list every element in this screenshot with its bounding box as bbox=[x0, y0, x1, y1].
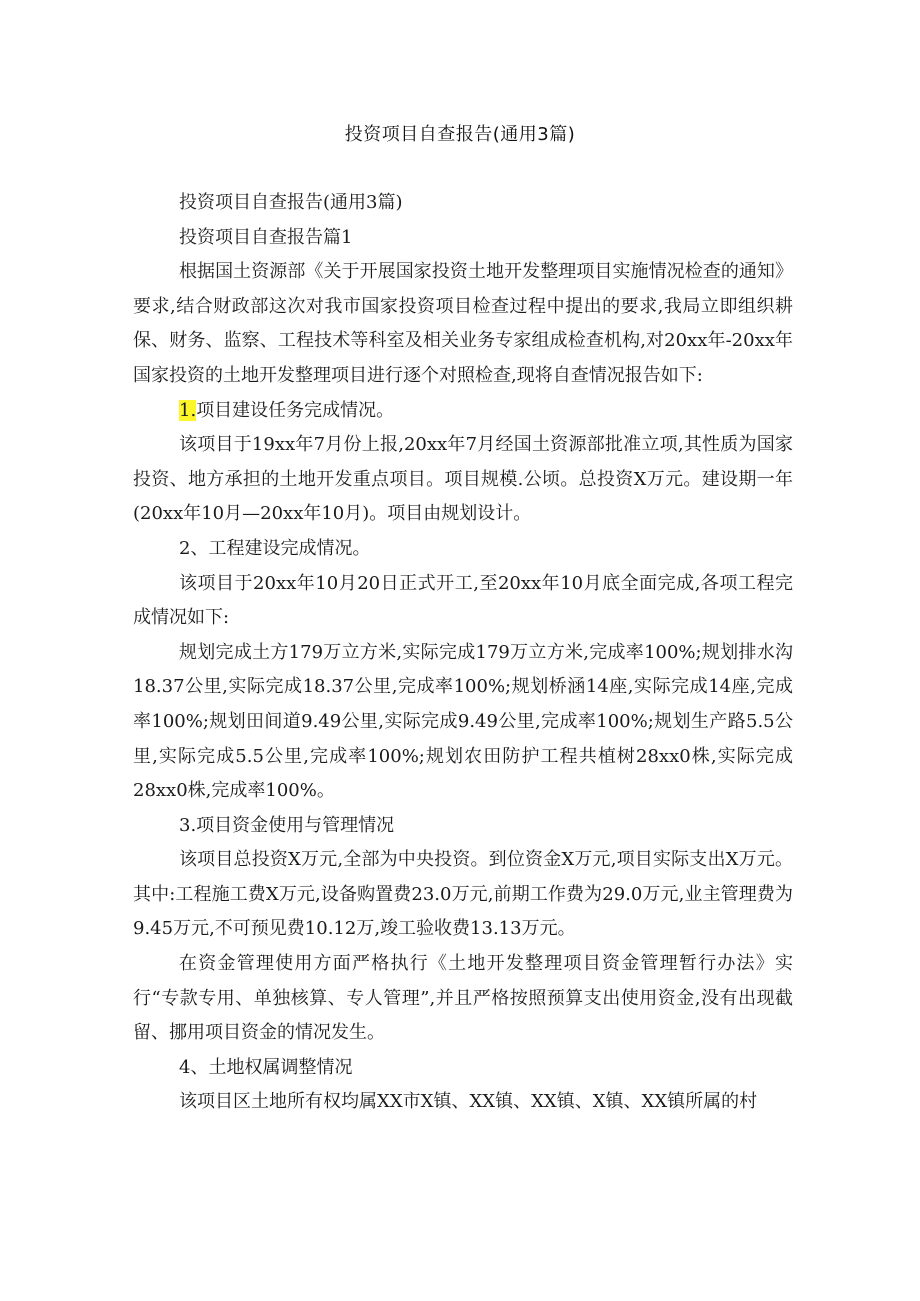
paragraph-subtitle: 投资项目自查报告(通用3篇) bbox=[179, 192, 403, 213]
paragraph-item-2-heading: 2、工程建设完成情况。 bbox=[179, 537, 371, 559]
paragraph-item-4-body: 该项目区土地所有权均属XX市X镇、XX镇、XX镇、X镇、XX镇所属的村 bbox=[179, 1091, 758, 1113]
document-body bbox=[133, 186, 793, 1120]
paragraph-item-2-body: 该项目于20xx年10月20日正式开工,至20xx年10月底全面完成,各项工程完成情况如下: bbox=[133, 572, 793, 629]
paragraph-item-3-heading: 3.项目资金使用与管理情况 bbox=[179, 814, 395, 836]
paragraph-item-2-details: 规划完成土方179万立方米,实际完成179万立方米,完成率100%;规划排水沟18.37公里,实际完成18.37公里,完成率100%;规划桥涵14座,实际完成14座,完成率100%;规划田间道9.49公里,实际完成9.49公里,完成率100%;规划生产路5.5公里,实际完成5.5公里,完成率100%;规划农田防护工程共植树28xx0株,实际完成28xx0株,完成率100%。 bbox=[133, 641, 793, 802]
paragraph-item-1-heading bbox=[133, 394, 793, 429]
paragraph-intro: 根据国土资源部《关于开展国家投资土地开发整理项目实施情况检查的通知》要求,结合财政部这次对我市国家投资项目检查过程中提出的要求,我局立即组织耕保、财务、监察、工程技术等科室及相关业务专家组成检查机构,对20xx年-20xx年国家投资的土地开发整理项目进行逐个对照检查,现将自查情况报告如下: bbox=[133, 261, 793, 386]
paragraph-item-3-management: 在资金管理使用方面严格执行《土地开发整理项目资金管理暂行办法》实行“专款专用、单独核算、专人管理”,并且严格按照预算支出使用资金,没有出现截留、挪用项目资金的情况发生。 bbox=[133, 953, 793, 1044]
item-1-heading-text: 项目建设任务完成情况。 bbox=[196, 399, 395, 421]
paragraph-item-3-body: 该项目总投资X万元,全部为中央投资。到位资金X万元,项目实际支出X万元。其中:工程施工费X万元,设备购置费23.0万元,前期工作费为29.0万元,业主管理费为9.45万元,不可预见费10.12万,竣工验收费13.13万元。 bbox=[133, 849, 793, 940]
document-title: 投资项目自查报告(通用3篇) bbox=[344, 124, 576, 145]
paragraph-item-1-body: 该项目于19xx年7月份上报,20xx年7月经国土资源部批准立项,其性质为国家投资、地方承担的土地开发重点项目。项目规模.公顷。总投资X万元。建设期一年(20xx年10月—20xx年10月)。项目由规划设计。 bbox=[133, 434, 793, 525]
highlighted-marker: 1. bbox=[179, 399, 197, 421]
paragraph-section-heading: 投资项目自查报告篇1 bbox=[179, 226, 353, 248]
paragraph-item-4-heading: 4、土地权属调整情况 bbox=[179, 1056, 353, 1078]
